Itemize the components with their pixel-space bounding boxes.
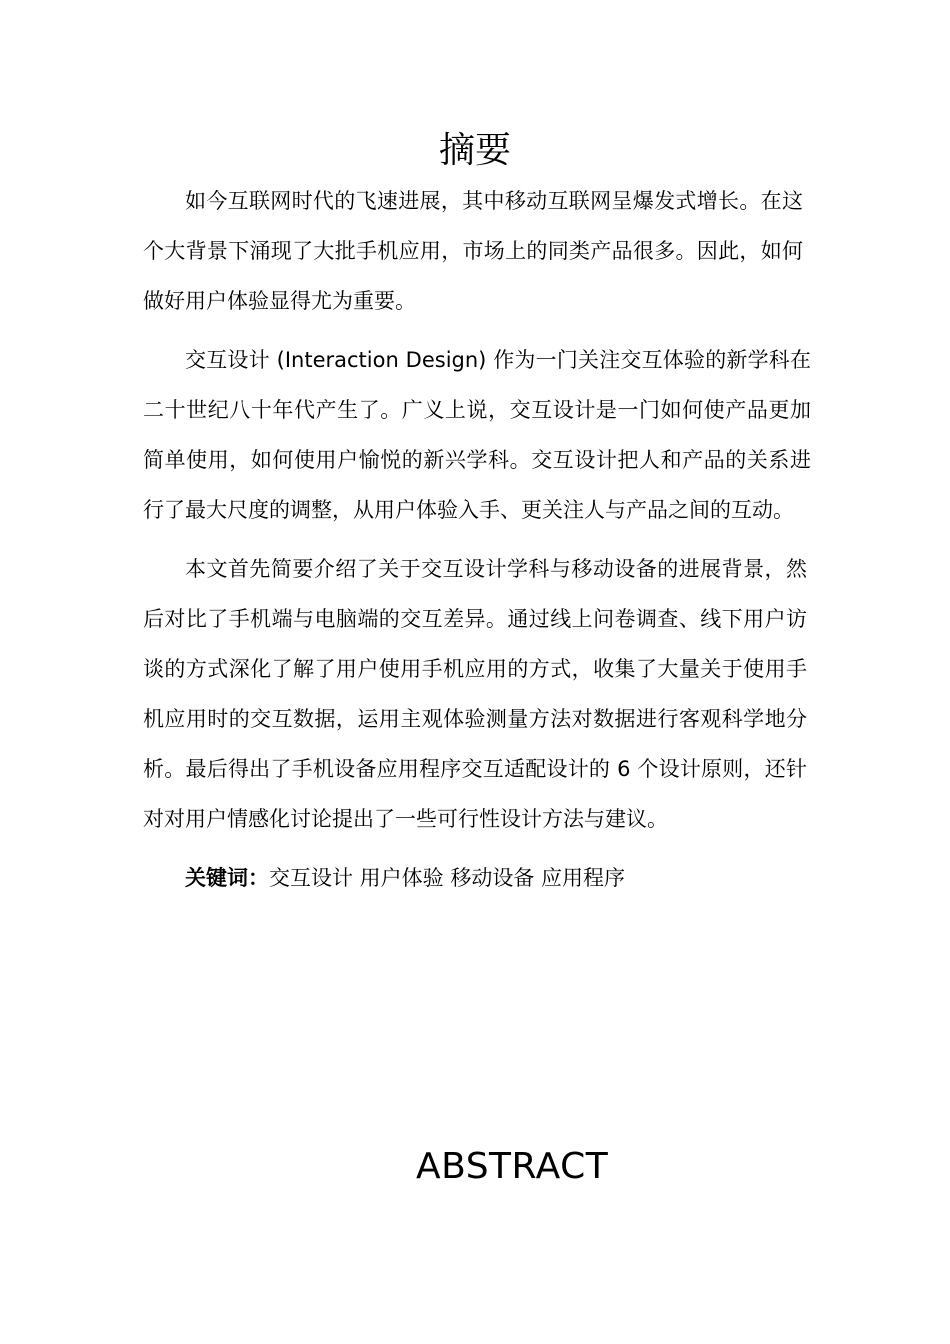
abstract-paragraph: 交互设计 (Interaction Design) 作为一门关注交互体验的新学科在二十世纪八十年代产生了。广义上说，交互设计是一门如何使产品更加简单使用，如何使用户愉悦的新兴学科。交互设计把人和产品的关系进行了最大尺度的调整，从用户体验入手、更关注人与产品之间的互动。 [143,348,811,522]
keywords-list: 交互设计 用户体验 移动设备 应用程序 [269,866,626,890]
abstract-title-cn: 摘要 [438,130,511,171]
abstract-paragraph: 如今互联网时代的飞速进展，其中移动互联网呈爆发式增长。在这个大背景下涌现了大批手机应用，市场上的同类产品很多。因此，如何做好用户体验显得尤为重要。 [143,189,803,313]
abstract-title-en: ABSTRACT [416,1146,609,1187]
keywords-label: 关键词： [185,866,269,890]
abstract-paragraph: 本文首先简要介绍了关于交互设计学科与移动设备的进展背景，然后对比了手机端与电脑端的交互差异。通过线上问卷调查、线下用户访谈的方式深化了解了用户使用手机应用的方式，收集了大量关于使用手机应用时的交互数据，运用主观体验测量方法对数据进行客观科学地分析。最后得出了手机设备应用程序交互适配设计的 6 个设计原则，还针对对用户情感化讨论提出了一些可行性设计方法与建议。 [143,557,807,831]
keywords-line [143,853,815,903]
abstract-body [143,176,815,903]
